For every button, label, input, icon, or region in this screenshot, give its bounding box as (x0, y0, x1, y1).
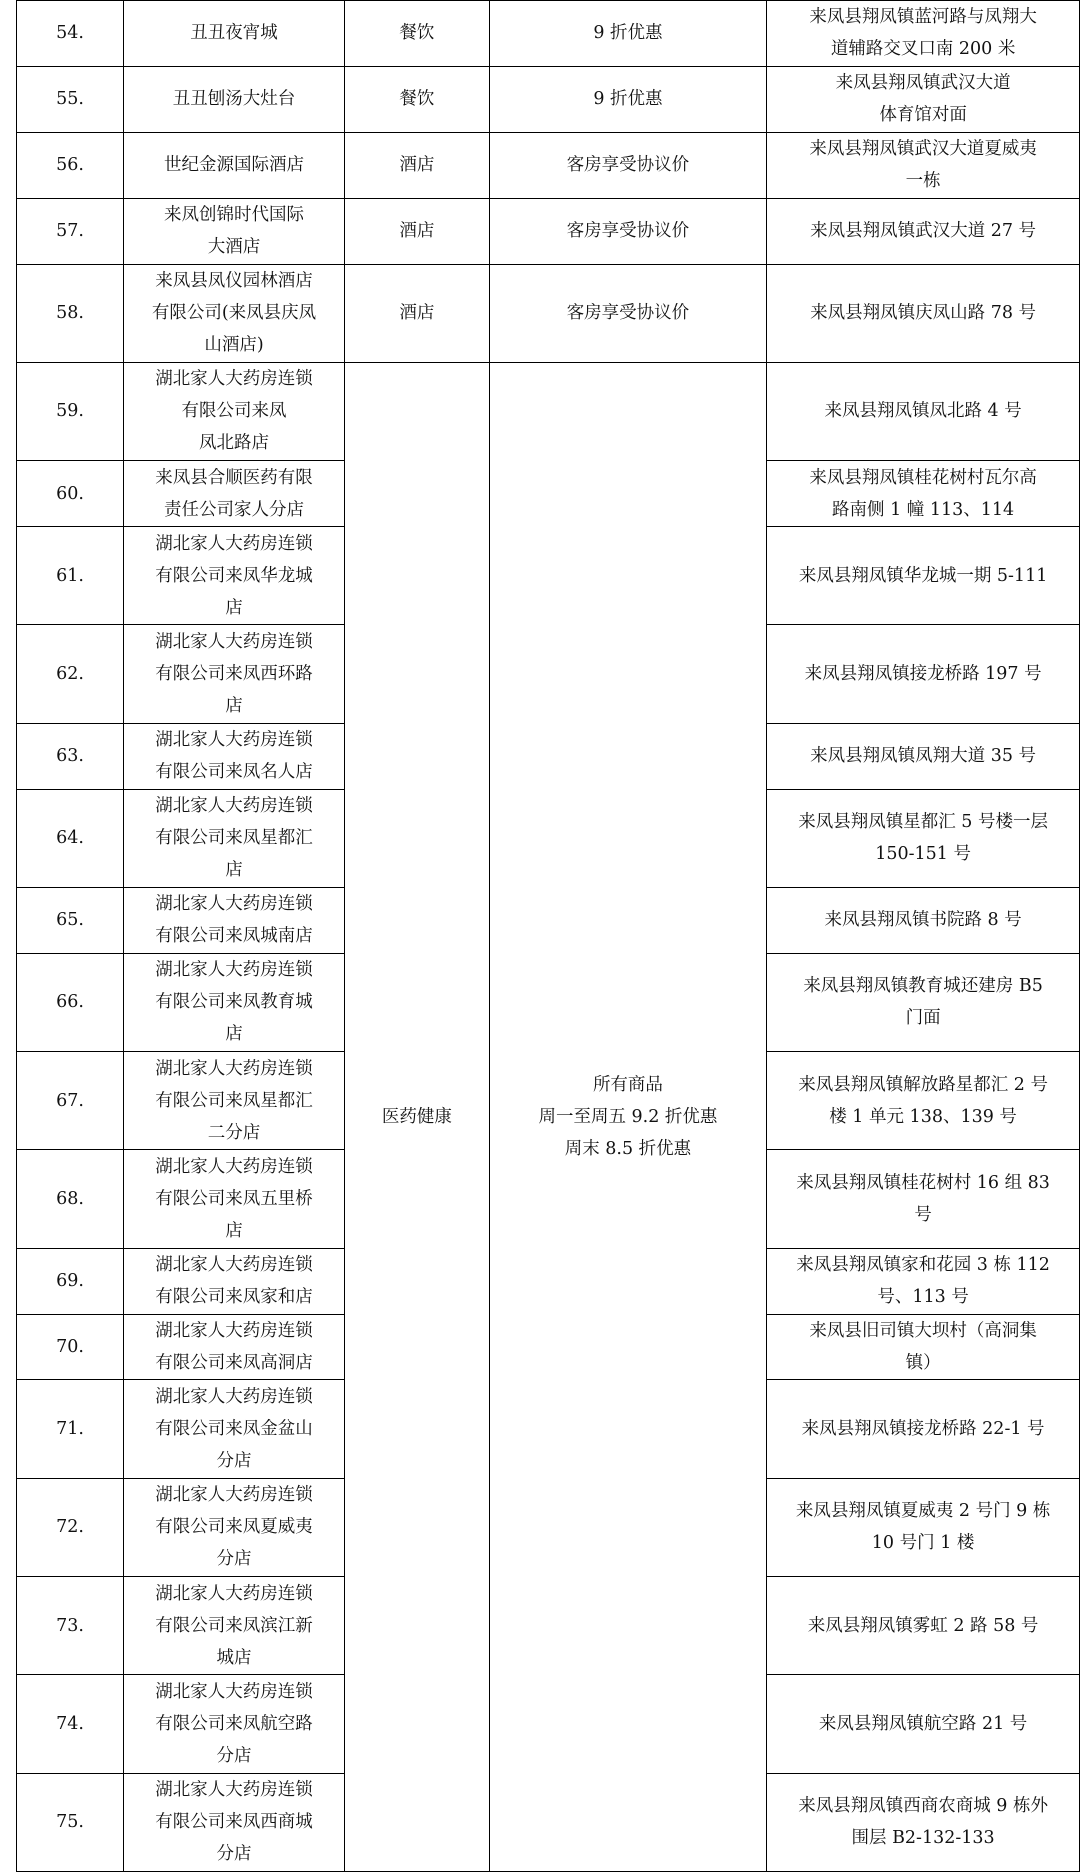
table-row (17, 66, 1080, 132)
text-line: 有限公司来凤 (181, 401, 287, 422)
text-line: 有限公司来凤夏威夷 (155, 1517, 313, 1538)
text-line: 围层 B2-132-133 (851, 1828, 995, 1849)
row-number-cell: 57. (17, 198, 124, 264)
text-line: 城店 (216, 1647, 252, 1668)
text-line: 来凤县翔凤镇凤北路 4 号 (824, 401, 1022, 422)
merchant-name-cell (124, 132, 345, 198)
address-cell (767, 1675, 1080, 1773)
text-line: 来凤县翔凤镇华龙城一期 5-111 (798, 565, 1048, 586)
text-line: 有限公司来凤五里桥 (155, 1188, 313, 1209)
text-line: 湖北家人大药房连锁 (155, 1485, 313, 1506)
table-row (17, 1, 1080, 67)
text-line: 店 (225, 860, 243, 881)
text-line: 来凤县翔凤镇航空路 21 号 (818, 1713, 1028, 1734)
merchant-name-cell (124, 789, 345, 887)
text-line: 分店 (216, 1844, 252, 1865)
text-line: 来凤县翔凤镇教育城还建房 B5 (803, 976, 1043, 997)
text-line: 山酒店) (204, 335, 264, 356)
text-line: 周末 8.5 折优惠 (564, 1138, 692, 1159)
text-line: 有限公司来凤西环路 (155, 663, 313, 684)
merchant-name-cell (124, 1150, 345, 1248)
text-line: 一栋 (905, 171, 941, 192)
text-line: 分店 (216, 1745, 252, 1766)
text-line: 来凤县翔凤镇接龙桥路 197 号 (804, 663, 1042, 684)
discount-cell (489, 132, 767, 198)
merchant-name-cell (124, 1380, 345, 1478)
category-cell: 餐饮 (345, 1, 490, 67)
text-line: 丑丑刨汤大灶台 (172, 89, 296, 110)
text-line: 来凤县翔凤镇武汉大道 27 号 (810, 221, 1037, 242)
text-line: 有限公司来凤名人店 (155, 762, 313, 783)
text-line: 来凤创锦时代国际 (164, 205, 305, 226)
text-line: 来凤县翔凤镇星都汇 5 号楼一层 (798, 812, 1048, 833)
merchant-name-cell (124, 362, 345, 460)
address-cell (767, 1248, 1080, 1314)
text-line: 客房享受协议价 (566, 155, 690, 176)
text-line: 有限公司来凤星都汇 (155, 1090, 313, 1111)
merchant-name-cell (124, 1314, 345, 1380)
merchant-name-cell (124, 527, 345, 625)
text-line: 丑丑夜宵城 (190, 23, 278, 44)
category-cell-merged: 医药健康 (345, 362, 490, 1871)
text-line: 有限公司来凤教育城 (155, 992, 313, 1013)
text-line: 体育馆对面 (879, 105, 967, 126)
text-line: 所有商品 (592, 1074, 663, 1095)
text-line: 来凤县翔凤镇雾虹 2 路 58 号 (807, 1615, 1039, 1636)
row-number-cell: 56. (17, 132, 124, 198)
text-line: 10 号门 1 楼 (871, 1533, 975, 1554)
merchant-name-cell (124, 1675, 345, 1773)
discount-cell (489, 1, 767, 67)
row-number-cell: 63. (17, 723, 124, 789)
merchant-name-cell (124, 1773, 345, 1871)
row-number-cell: 75. (17, 1773, 124, 1871)
text-line: 来凤县翔凤镇武汉大道夏威夷 (809, 139, 1037, 160)
text-line: 150-151 号 (875, 844, 971, 865)
text-line: 有限公司来凤华龙城 (155, 565, 313, 586)
text-line: 湖北家人大药房连锁 (155, 796, 313, 817)
text-line: 门面 (905, 1008, 941, 1029)
text-line: 大酒店 (207, 237, 261, 258)
row-number-cell: 62. (17, 625, 124, 723)
address-cell (767, 1, 1080, 67)
row-number-cell: 66. (17, 953, 124, 1051)
address-cell (767, 132, 1080, 198)
text-line: 分店 (216, 1549, 252, 1570)
address-cell (767, 1577, 1080, 1675)
row-number-cell: 59. (17, 362, 124, 460)
address-cell (767, 1314, 1080, 1380)
merchant-name-cell (124, 66, 345, 132)
discount-cell-merged (489, 362, 767, 1871)
address-cell (767, 1150, 1080, 1248)
address-cell (767, 953, 1080, 1051)
text-line: 来凤县翔凤镇夏威夷 2 号门 9 栋 (795, 1501, 1051, 1522)
text-line: 湖北家人大药房连锁 (155, 1780, 313, 1801)
text-line: 有限公司来凤滨江新 (155, 1615, 313, 1636)
text-line: 道辅路交叉口南 200 米 (830, 39, 1016, 60)
address-cell (767, 625, 1080, 723)
text-line: 有限公司来凤星都汇 (155, 828, 313, 849)
text-line: 号、113 号 (877, 1287, 969, 1308)
text-line: 有限公司来凤家和店 (155, 1287, 313, 1308)
table-body (17, 1, 1080, 1872)
text-line: 来凤县凤仪园林酒店 (155, 271, 313, 292)
merchant-name-cell (124, 953, 345, 1051)
text-line: 店 (225, 695, 243, 716)
address-cell (767, 887, 1080, 953)
merchant-name-cell (124, 461, 345, 527)
text-line: 来凤县翔凤镇庆凤山路 78 号 (810, 303, 1037, 324)
merchant-name-cell (124, 1, 345, 67)
text-line: 来凤县翔凤镇解放路星都汇 2 号 (798, 1074, 1048, 1095)
text-line: 湖北家人大药房连锁 (155, 730, 313, 751)
merchant-name-cell (124, 1478, 345, 1576)
text-line: 湖北家人大药房连锁 (155, 1255, 313, 1276)
row-number-cell: 60. (17, 461, 124, 527)
text-line: 责任公司家人分店 (164, 499, 305, 520)
row-number-cell: 58. (17, 264, 124, 362)
text-line: 客房享受协议价 (566, 303, 690, 324)
row-number-cell: 64. (17, 789, 124, 887)
text-line: 店 (225, 597, 243, 618)
row-number-cell: 55. (17, 66, 124, 132)
text-line: 来凤县翔凤镇接龙桥路 22-1 号 (801, 1419, 1045, 1440)
address-cell (767, 527, 1080, 625)
text-line: 湖北家人大药房连锁 (155, 533, 313, 554)
text-line: 来凤县翔凤镇蓝河路与凤翔大 (809, 7, 1037, 28)
category-cell: 酒店 (345, 264, 490, 362)
merchant-name-cell (124, 723, 345, 789)
merchant-name-cell (124, 625, 345, 723)
text-line: 有限公司(来凤县庆凤 (151, 303, 317, 324)
merchant-name-cell (124, 1052, 345, 1150)
row-number-cell: 74. (17, 1675, 124, 1773)
address-cell (767, 66, 1080, 132)
text-line: 来凤县翔凤镇西商农商城 9 栋外 (798, 1796, 1048, 1817)
address-cell (767, 789, 1080, 887)
text-line: 湖北家人大药房连锁 (155, 1681, 313, 1702)
table-row (17, 198, 1080, 264)
address-cell (767, 198, 1080, 264)
address-cell (767, 362, 1080, 460)
discount-cell (489, 264, 767, 362)
text-line: 周一至周五 9.2 折优惠 (538, 1106, 718, 1127)
text-line: 有限公司来凤金盆山 (155, 1419, 313, 1440)
merchant-name-cell (124, 887, 345, 953)
category-cell: 餐饮 (345, 66, 490, 132)
merchant-name-cell (124, 1577, 345, 1675)
text-line: 有限公司来凤西商城 (155, 1812, 313, 1833)
row-number-cell: 69. (17, 1248, 124, 1314)
text-line: 来凤县翔凤镇武汉大道 (835, 73, 1011, 94)
discount-cell (489, 198, 767, 264)
row-number-cell: 68. (17, 1150, 124, 1248)
address-cell (767, 1380, 1080, 1478)
row-number-cell: 61. (17, 527, 124, 625)
text-line: 湖北家人大药房连锁 (155, 369, 313, 390)
text-line: 店 (225, 1220, 243, 1241)
text-line: 分店 (216, 1451, 252, 1472)
address-cell (767, 1052, 1080, 1150)
text-line: 湖北家人大药房连锁 (155, 1058, 313, 1079)
discount-cell (489, 66, 767, 132)
text-line: 9 折优惠 (593, 89, 663, 110)
text-line: 有限公司来凤城南店 (155, 926, 313, 947)
text-line: 湖北家人大药房连锁 (155, 1156, 313, 1177)
address-cell (767, 461, 1080, 527)
text-line: 镇） (905, 1352, 941, 1373)
text-line: 二分店 (207, 1122, 261, 1143)
category-cell: 酒店 (345, 132, 490, 198)
merchant-name-cell (124, 198, 345, 264)
row-number-cell: 72. (17, 1478, 124, 1576)
row-number-cell: 54. (17, 1, 124, 67)
text-line: 来凤县旧司镇大坝村（高洞集 (809, 1320, 1037, 1341)
text-line: 来凤县翔凤镇桂花树村瓦尔高 (809, 467, 1037, 488)
text-line: 客房享受协议价 (566, 221, 690, 242)
row-number-cell: 71. (17, 1380, 124, 1478)
row-number-cell: 65. (17, 887, 124, 953)
text-line: 来凤县翔凤镇家和花园 3 栋 112 (796, 1255, 1050, 1276)
category-cell: 酒店 (345, 198, 490, 264)
text-line: 9 折优惠 (593, 23, 663, 44)
text-line: 有限公司来凤高洞店 (155, 1352, 313, 1373)
text-line: 湖北家人大药房连锁 (155, 894, 313, 915)
merchant-discount-table (16, 0, 1080, 1872)
text-line: 路南侧 1 幢 113、114 (832, 499, 1015, 520)
text-line: 湖北家人大药房连锁 (155, 960, 313, 981)
address-cell (767, 1773, 1080, 1871)
merchant-name-cell (124, 264, 345, 362)
text-line: 店 (225, 1024, 243, 1045)
table-row (17, 132, 1080, 198)
address-cell (767, 723, 1080, 789)
row-number-cell: 67. (17, 1052, 124, 1150)
text-line: 有限公司来凤航空路 (155, 1713, 313, 1734)
text-line: 湖北家人大药房连锁 (155, 1387, 313, 1408)
text-line: 凤北路店 (199, 433, 270, 454)
text-line: 世纪金源国际酒店 (164, 155, 305, 176)
row-number-cell: 73. (17, 1577, 124, 1675)
text-line: 来凤县翔凤镇桂花树村 16 组 83 (796, 1172, 1050, 1193)
address-cell (767, 1478, 1080, 1576)
merchant-name-cell (124, 1248, 345, 1314)
text-line: 湖北家人大药房连锁 (155, 1583, 313, 1604)
text-line: 来凤县合顺医药有限 (155, 467, 313, 488)
row-number-cell: 70. (17, 1314, 124, 1380)
text-line: 楼 1 单元 138、139 号 (829, 1106, 1017, 1127)
text-line: 湖北家人大药房连锁 (155, 1320, 313, 1341)
text-line: 来凤县翔凤镇凤翔大道 35 号 (810, 746, 1037, 767)
text-line: 号 (914, 1204, 932, 1225)
text-line: 来凤县翔凤镇书院路 8 号 (824, 910, 1022, 931)
table-row (17, 264, 1080, 362)
address-cell (767, 264, 1080, 362)
table-row (17, 362, 1080, 460)
text-line: 湖北家人大药房连锁 (155, 631, 313, 652)
